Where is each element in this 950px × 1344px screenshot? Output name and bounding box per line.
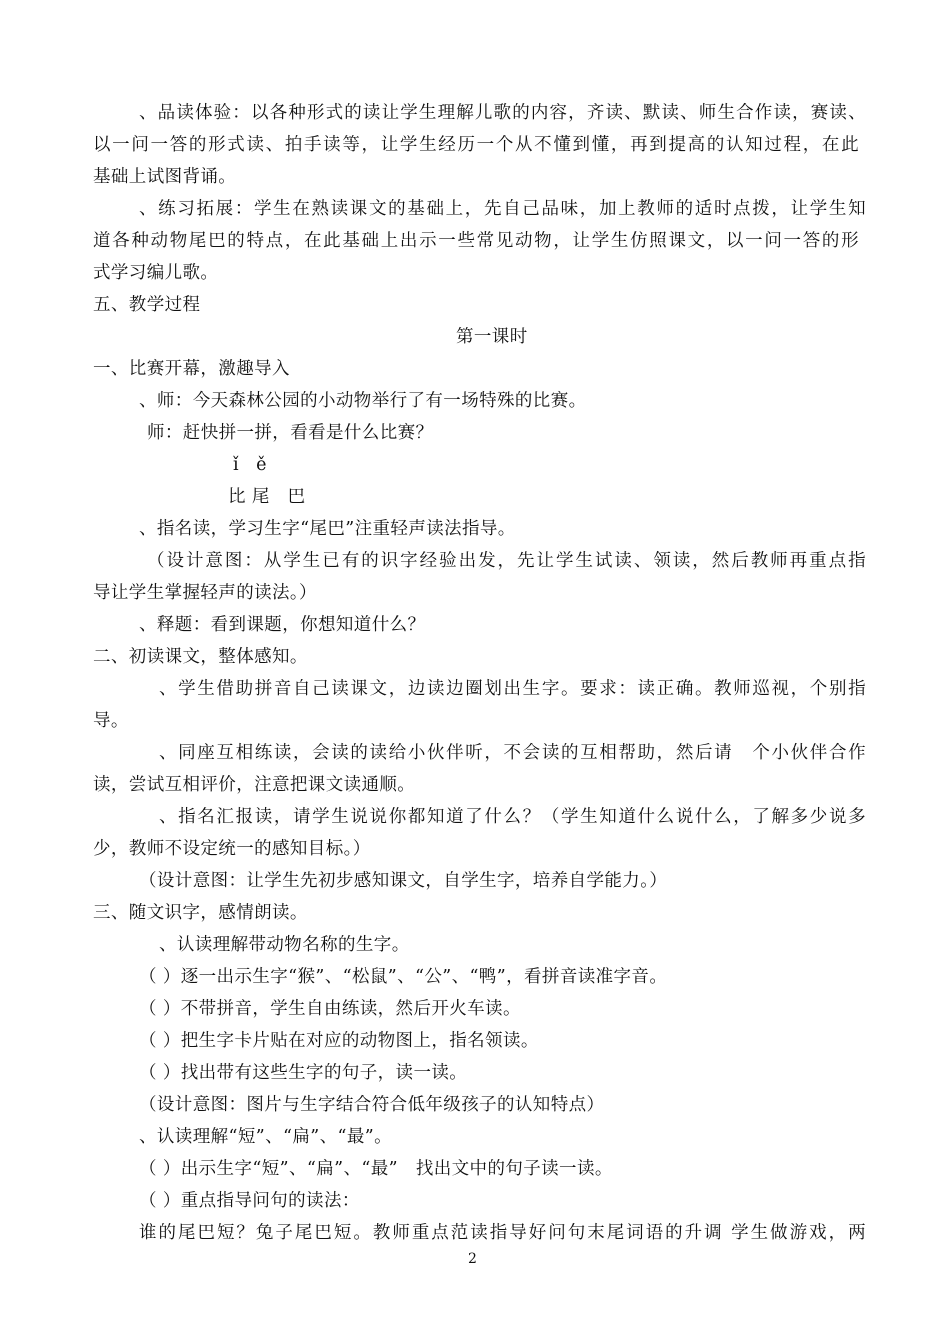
paragraph-line: （设计意图：让学生先初步感知课文，自学生字，培养自学能力。） — [139, 871, 668, 891]
paragraph-line: 、释题：看到课题，你想知道什么？ — [139, 615, 426, 635]
paragraph-line: 、认读理解带动物名称的生字。 — [159, 935, 410, 955]
paragraph-line: 少，教师不设定统一的感知目标。） — [93, 839, 371, 859]
lesson-title: 第一课时 — [456, 327, 528, 347]
paragraph-line: 师：赶快拼一拼，看看是什么比赛？ — [147, 423, 434, 443]
paragraph-line: 读，尝试互相评价，注意把课文读通顺。 — [93, 775, 416, 795]
paragraph-line: 、认读理解“短”、“扁”、“最”。 — [139, 1127, 392, 1147]
title-characters: 比 尾 巴 — [228, 487, 306, 507]
paragraph-line: （设计意图：从学生已有的识字经验出发，先让学生试读、领读，然后教师再重点指 — [147, 551, 866, 571]
paragraph-line: 、同座互相练读，会读的读给小伙伴听，不会读的互相帮助，然后请 个小伙伴合作 — [159, 743, 866, 763]
section-heading: 一、比赛开幕，激趣导入 — [93, 359, 290, 379]
list-item: （ ）找出带有这些生字的句子，读一读。 — [139, 1063, 468, 1083]
paragraph-line: 、练习拓展：学生在熟读课文的基础上，先自己品味，加上教师的适时点拨，让学生知 — [139, 199, 866, 219]
paragraph-line: 导。 — [93, 711, 129, 731]
paragraph-line: 、指名汇报读，请学生说说你都知道了什么？（学生知道什么说什么，了解多少说多 — [159, 807, 866, 827]
paragraph-line: 、品读体验：以各种形式的读让学生理解儿歌的内容，齐读、默读、师生合作读，赛读、 — [139, 103, 866, 123]
section-heading: 三、随文识字，感情朗读。 — [93, 903, 308, 923]
section-heading: 五、教学过程 — [93, 295, 201, 315]
paragraph-line: 以一问一答的形式读、拍手读等，让学生经历一个从不懂到懂，再到提高的认知过程，在此 — [93, 135, 859, 155]
paragraph-line: 、学生借助拼音自己读课文，边读边圈划出生字。要求：读正确。教师巡视，个别指 — [159, 679, 866, 699]
paragraph-line: 谁的尾巴短？兔子尾巴短。教师重点范读指导好问句末尾词语的升调 学生做游戏，两 — [139, 1223, 866, 1243]
list-item: （ ）把生字卡片贴在对应的动物图上，指名领读。 — [139, 1031, 539, 1051]
paragraph-line: 基础上试图背诵。 — [93, 167, 237, 187]
paragraph-line: 导让学生掌握轻声的读法。） — [93, 583, 317, 603]
list-item: （ ）重点指导问句的读法： — [139, 1191, 360, 1211]
pinyin-line: ǐ ě — [233, 455, 273, 475]
paragraph-line: 道各种动物尾巴的特点，在此基础上出示一些常见动物，让学生仿照课文，以一问一答的形 — [93, 231, 859, 251]
paragraph-line: （设计意图：图片与生字结合符合低年级孩子的认知特点） — [139, 1095, 605, 1115]
list-item: （ ）出示生字“短”、“扁”、“最” 找出文中的句子读一读。 — [139, 1159, 613, 1179]
paragraph-line: 、指名读，学习生字“尾巴”注重轻声读法指导。 — [139, 519, 516, 539]
list-item: （ ）不带拼音，学生自由练读，然后开火车读。 — [139, 999, 521, 1019]
paragraph-line: 、师：今天森林公园的小动物举行了有一场特殊的比赛。 — [139, 391, 587, 411]
page-number: 2 — [468, 1251, 477, 1267]
paragraph-line: 式学习编儿歌。 — [93, 263, 219, 283]
section-heading: 二、初读课文，整体感知。 — [93, 647, 308, 667]
list-item: （ ）逐一出示生字“猴”、“松鼠”、“公”、“鸭”，看拼音读准字音。 — [139, 967, 668, 987]
